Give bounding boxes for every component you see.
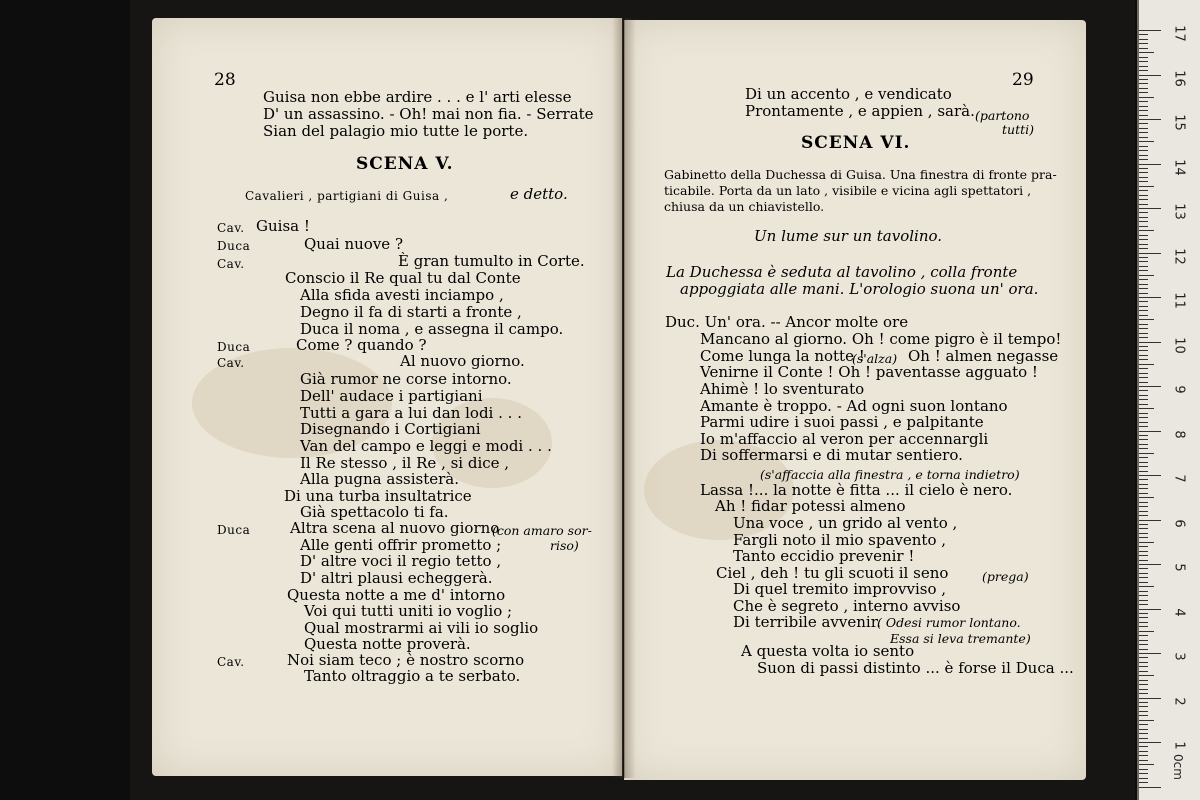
dialogue-line: Guisa ! — [256, 217, 310, 235]
ruler-tick — [1139, 408, 1154, 409]
dialogue-line: A questa volta io sento — [741, 642, 915, 660]
ruler-tick — [1139, 212, 1148, 213]
ruler-tick — [1139, 746, 1148, 747]
ruler-tick — [1139, 733, 1148, 734]
dialogue-line: Parmi udire i suoi passi , e palpitante — [700, 413, 984, 431]
dialogue-line: Una voce , un grido al vento , — [733, 514, 958, 532]
ruler-tick — [1139, 546, 1148, 547]
ruler-tick — [1139, 448, 1148, 449]
dialogue-line: È gran tumulto in Corte. — [398, 252, 585, 270]
ruler-tick — [1139, 413, 1148, 414]
ruler-tick — [1139, 70, 1148, 71]
ruler-tick — [1139, 48, 1148, 49]
book-gutter — [612, 18, 636, 778]
ruler-tick — [1139, 760, 1148, 761]
ruler-tick — [1139, 698, 1161, 699]
ruler-tick — [1139, 577, 1148, 578]
ruler-tick — [1139, 239, 1148, 240]
cast-list: Cavalieri , partigiani di Guisa , — [245, 189, 449, 203]
ruler-tick — [1139, 390, 1148, 391]
ruler-tick — [1139, 787, 1161, 788]
ruler-tick — [1139, 319, 1154, 320]
ruler-tick — [1139, 542, 1154, 543]
ruler-tick — [1139, 288, 1148, 289]
speaker-label: Duca — [217, 340, 251, 354]
ruler-tick — [1139, 586, 1154, 587]
ruler-tick — [1139, 497, 1154, 498]
ruler-tick — [1139, 706, 1148, 707]
ruler-tick — [1139, 257, 1148, 258]
ruler-tick — [1139, 235, 1148, 236]
dialogue-line: Di una turba insultatrice — [284, 487, 472, 505]
ruler-tick — [1139, 524, 1148, 525]
ruler-tick — [1139, 141, 1154, 142]
ruler-tick — [1139, 475, 1161, 476]
ruler-tick — [1139, 101, 1148, 102]
ruler-tick — [1139, 493, 1148, 494]
ruler-tick — [1139, 333, 1148, 334]
text-line: Guisa non ebbe ardire . . . e l' arti elesse — [263, 88, 572, 106]
ruler-tick — [1139, 226, 1148, 227]
ruler-tick — [1139, 631, 1154, 632]
ruler-tick — [1139, 435, 1148, 436]
ruler-tick — [1139, 75, 1161, 76]
dialogue-line: Conscio il Re qual tu dal Conte — [285, 269, 521, 287]
measuring-ruler — [1137, 0, 1200, 800]
ruler-tick — [1139, 680, 1148, 681]
action-line: La Duchessa è seduta al tavolino , colla fronte — [666, 263, 1018, 281]
speaker-label: Duca — [217, 523, 251, 537]
ruler-tick — [1139, 626, 1148, 627]
ruler-tick — [1139, 79, 1148, 80]
ruler-tick — [1139, 115, 1148, 116]
ruler-tick — [1139, 301, 1148, 302]
ruler-tick — [1139, 600, 1148, 601]
ruler-tick — [1139, 782, 1148, 783]
ruler-tick — [1139, 373, 1148, 374]
ruler-tick — [1139, 551, 1148, 552]
ruler-tick — [1139, 702, 1148, 703]
ruler-tick — [1139, 560, 1148, 561]
ruler-tick — [1139, 106, 1148, 107]
ruler-tick — [1139, 382, 1148, 383]
action-line: appoggiata alle mani. L'orologio suona un' ora. — [680, 280, 1039, 298]
ruler-tick — [1139, 261, 1148, 262]
ruler-number: 17 — [1171, 25, 1187, 42]
ruler-tick — [1139, 137, 1148, 138]
ruler-tick — [1139, 769, 1148, 770]
text-line: Prontamente , e appien , sarà. — [745, 102, 975, 120]
ruler-tick — [1139, 284, 1148, 285]
dialogue-line: Fargli noto il mio spavento , — [733, 531, 947, 549]
stage-direction: (partono — [975, 108, 1030, 123]
ruler-tick — [1139, 453, 1154, 454]
dialogue-line: Alla pugna assisterà. — [300, 470, 459, 488]
dialogue-line: Degno il fa di starti a fronte , — [300, 303, 522, 321]
dialogue-line: Già rumor ne corse intorno. — [300, 370, 512, 388]
ruler-tick — [1139, 462, 1148, 463]
dialogue-line: Tanto oltraggio a te serbato. — [304, 667, 521, 685]
ruler-tick — [1139, 52, 1154, 53]
ruler-tick — [1139, 30, 1161, 31]
dialogue-line: Ahimè ! lo sventurato — [700, 380, 865, 398]
ruler-tick — [1139, 204, 1148, 205]
ruler-tick — [1139, 297, 1161, 298]
ruler-tick — [1139, 742, 1161, 743]
ruler-tick — [1139, 92, 1148, 93]
ruler-tick — [1139, 342, 1161, 343]
ruler-number: 15 — [1171, 114, 1187, 131]
stage-direction: ( Odesi rumor lontano. — [877, 615, 1021, 630]
ruler-tick — [1139, 466, 1148, 467]
ruler-tick — [1139, 715, 1148, 716]
ruler-tick — [1139, 528, 1148, 529]
ruler-tick — [1139, 315, 1148, 316]
ruler-tick — [1139, 110, 1148, 111]
ruler-tick — [1139, 555, 1148, 556]
dialogue-line: Ah ! fidar potessi almeno — [715, 497, 906, 515]
stage-direction: (s'alza) — [852, 351, 898, 366]
ruler-tick — [1139, 199, 1148, 200]
ruler-tick — [1139, 146, 1148, 147]
ruler-tick — [1139, 150, 1148, 151]
ruler-tick — [1139, 751, 1148, 752]
stage-direction: Essa si leva tremante) — [890, 631, 1031, 646]
ruler-number: 9 — [1171, 385, 1187, 394]
setting-line: ticabile. Porta da un lato , visibile e vicina agli spettatori , — [664, 183, 1032, 198]
dialogue-line: Dell' audace i partigiani — [300, 387, 483, 405]
dialogue-line: Duc. Un' ora. -- Ancor molte ore — [665, 313, 909, 331]
dialogue-line: Come lunga la notte ! — [700, 347, 865, 365]
setting-line: Gabinetto della Duchessa di Guisa. Una finestra di fronte pra- — [664, 167, 1057, 182]
ruler-number: 8 — [1171, 429, 1187, 439]
dialogue-line: Alla sfida avesti inciampo , — [300, 286, 504, 304]
ruler-tick — [1139, 640, 1148, 641]
ruler-number: 11 — [1171, 292, 1187, 309]
ruler-tick — [1139, 644, 1148, 645]
ruler-tick — [1139, 729, 1148, 730]
ruler-tick — [1139, 622, 1148, 623]
ruler-tick — [1139, 591, 1148, 592]
ruler-tick — [1139, 520, 1161, 521]
dialogue-line: Ciel , deh ! tu gli scuoti il seno — [716, 564, 949, 582]
dialogue-line: Mancano al giorno. Oh ! come pigro è il tempo! — [700, 330, 1062, 348]
ruler-tick — [1139, 61, 1148, 62]
dialogue-line: Altra scena al nuovo giorno — [290, 519, 500, 537]
ruler-tick — [1139, 671, 1148, 672]
ruler-tick — [1139, 244, 1148, 245]
ruler-tick — [1139, 275, 1154, 276]
ruler-tick — [1139, 573, 1148, 574]
ruler-tick — [1139, 324, 1148, 325]
ruler-tick — [1139, 181, 1148, 182]
page-number-right: 29 — [1012, 70, 1034, 90]
ruler-tick — [1139, 635, 1148, 636]
speaker-label: Cav. — [217, 655, 245, 669]
ruler-number: 7 — [1171, 474, 1187, 483]
text-line: D' un assassino. - Oh! mai non fia. - Serrate — [263, 105, 594, 123]
ruler-tick — [1139, 266, 1148, 267]
ruler-number: 14 — [1171, 158, 1187, 176]
dialogue-line: Voi qui tutti uniti io voglio ; — [304, 602, 513, 620]
speaker-label: Cav. — [217, 356, 245, 370]
ruler-tick — [1139, 164, 1161, 165]
ruler-tick — [1139, 399, 1148, 400]
ruler-number: 12 — [1171, 247, 1187, 265]
ruler-tick — [1139, 604, 1148, 605]
dialogue-line: Oh ! almen negasse — [908, 347, 1059, 365]
ruler-tick — [1139, 582, 1148, 583]
ruler-tick — [1139, 248, 1148, 249]
dialogue-line: Di soffermarsi e di mutar sentiero. — [700, 446, 963, 464]
dialogue-line: Già spettacolo ti fa. — [300, 503, 449, 521]
ruler-tick — [1139, 568, 1148, 569]
ruler-tick — [1139, 426, 1148, 427]
ruler-tick — [1139, 537, 1148, 538]
ruler-tick — [1139, 279, 1148, 280]
ruler-tick — [1139, 123, 1148, 124]
dialogue-line: Di quel tremito improvviso , — [733, 580, 947, 598]
ruler-tick — [1139, 217, 1148, 218]
ruler-number: 4 — [1171, 607, 1187, 617]
ruler-tick — [1139, 649, 1148, 650]
ruler-tick — [1139, 764, 1154, 765]
ruler-tick — [1139, 693, 1148, 694]
dialogue-line: Questa notte proverà. — [304, 635, 471, 653]
stage-direction: (s'affaccia alla finestra , e torna indietro) — [760, 467, 1020, 482]
ruler-tick — [1139, 346, 1148, 347]
stage-direction: (con amaro sor- — [492, 523, 592, 538]
ruler-tick — [1139, 97, 1154, 98]
ruler-tick — [1139, 368, 1148, 369]
ruler-tick — [1139, 186, 1154, 187]
ruler-tick — [1139, 168, 1148, 169]
dialogue-line: D' altri plausi echeggerà. — [300, 569, 493, 587]
ruler-tick — [1139, 675, 1154, 676]
ruler-tick — [1139, 609, 1161, 610]
ruler-tick — [1139, 711, 1148, 712]
ruler-tick — [1139, 431, 1161, 432]
ruler-tick — [1139, 666, 1148, 667]
ruler-tick — [1139, 444, 1148, 445]
cast-list-italic: e detto. — [510, 185, 568, 203]
ruler-number: 13 — [1171, 203, 1187, 220]
stage-direction: (prega) — [982, 569, 1029, 584]
speaker-label: Duca — [217, 239, 251, 253]
ruler-tick — [1139, 511, 1148, 512]
ruler-tick — [1139, 564, 1161, 565]
ruler-tick — [1139, 43, 1148, 44]
ruler-tick — [1139, 328, 1148, 329]
ruler-tick — [1139, 172, 1148, 173]
ruler-tick — [1139, 484, 1148, 485]
dialogue-line: Il Re stesso , il Re , si dice , — [300, 454, 510, 472]
dialogue-line: D' altre voci il regio tetto , — [300, 552, 502, 570]
setting-line: chiusa da un chiavistello. — [664, 199, 825, 214]
ruler-tick — [1139, 488, 1148, 489]
dialogue-line: Amante è troppo. - Ad ogni suon lontano — [700, 397, 1008, 415]
ruler-number: 16 — [1171, 69, 1187, 87]
ruler-tick — [1139, 39, 1148, 40]
ruler-tick — [1139, 57, 1148, 58]
ruler-tick — [1139, 355, 1148, 356]
ruler-tick — [1139, 773, 1148, 774]
ruler-number: 1 — [1171, 741, 1187, 750]
ruler-tick — [1139, 34, 1148, 35]
ruler-tick — [1139, 270, 1148, 271]
dialogue-line: Suon di passi distinto ... è forse il Duca ... — [757, 659, 1074, 677]
ruler-tick — [1139, 159, 1148, 160]
ruler-tick — [1139, 177, 1148, 178]
ruler-tick — [1139, 417, 1148, 418]
ruler-tick — [1139, 533, 1148, 534]
ruler-number: 2 — [1171, 696, 1187, 706]
ruler-tick — [1139, 515, 1148, 516]
ruler-tick — [1139, 230, 1154, 231]
ruler-tick — [1139, 119, 1161, 120]
ruler-tick — [1139, 310, 1148, 311]
ruler-tick — [1139, 88, 1148, 89]
ruler-tick — [1139, 502, 1148, 503]
dialogue-line: Al nuovo giorno. — [400, 352, 525, 370]
dialogue-line: Venirne il Conte ! Oh ! paventasse agguato ! — [700, 363, 1038, 381]
ruler-tick — [1139, 128, 1148, 129]
ruler-tick — [1139, 595, 1148, 596]
dialogue-line: Qual mostrarmi ai vili io soglio — [304, 619, 539, 637]
ruler-tick — [1139, 350, 1148, 351]
ruler-tick — [1139, 195, 1148, 196]
stage-direction: riso) — [550, 538, 579, 553]
speaker-label: Cav. — [217, 221, 245, 235]
dialogue-line: Tutti a gara a lui dan lodi . . . — [300, 404, 522, 422]
dialogue-line: Questa notte a me d' intorno — [287, 586, 506, 604]
ruler-tick — [1139, 778, 1148, 779]
ruler-tick — [1139, 208, 1161, 209]
page-number-left: 28 — [214, 70, 236, 90]
ruler-tick — [1139, 439, 1148, 440]
dialogue-line: Noi siam teco ; è nostro scorno — [287, 651, 525, 669]
props-line: Un lume sur un tavolino. — [754, 227, 943, 245]
ruler-number: 5 — [1171, 563, 1187, 572]
ruler-tick — [1139, 422, 1148, 423]
dialogue-line: Lassa !... la notte è fitta ... il cielo è nero. — [700, 481, 1013, 499]
ruler-tick — [1139, 457, 1148, 458]
ruler-tick — [1139, 404, 1148, 405]
dialogue-line: Io m'affaccio al veron per accennargli — [700, 430, 989, 448]
ruler-tick — [1139, 306, 1148, 307]
dialogue-line: Tanto eccidio prevenir ! — [733, 547, 915, 565]
ruler-tick — [1139, 359, 1148, 360]
ruler-tick — [1139, 337, 1148, 338]
stage-direction: tutti) — [1002, 122, 1034, 137]
ruler-tick — [1139, 132, 1148, 133]
ruler-tick — [1139, 689, 1148, 690]
ruler-tick — [1139, 155, 1148, 156]
ruler-tick — [1139, 662, 1148, 663]
ruler-tick — [1139, 613, 1148, 614]
ruler-tick — [1139, 66, 1148, 67]
ruler-number: 6 — [1171, 518, 1187, 528]
ruler-tick — [1139, 617, 1148, 618]
dialogue-line: Di terribile avvenir. — [733, 613, 881, 631]
scene-title: SCENA VI. — [801, 133, 911, 153]
dialogue-line: Duca il noma , e assegna il campo. — [300, 320, 564, 338]
dialogue-line: Quai nuove ? — [304, 235, 403, 253]
ruler-tick — [1139, 221, 1148, 222]
ruler-tick — [1139, 738, 1148, 739]
ruler-tick — [1139, 755, 1148, 756]
speaker-label: Cav. — [217, 257, 245, 271]
ruler-tick — [1139, 471, 1148, 472]
ruler-tick — [1139, 253, 1161, 254]
dialogue-line: Disegnando i Cortigiani — [300, 420, 481, 438]
ruler-tick — [1139, 506, 1148, 507]
ruler-tick — [1139, 720, 1154, 721]
ruler-tick — [1139, 395, 1148, 396]
ruler-number: 10 — [1171, 336, 1187, 354]
ruler-tick — [1139, 293, 1148, 294]
ruler-number: 3 — [1171, 652, 1187, 661]
ruler-tick — [1139, 386, 1161, 387]
scene-title: SCENA V. — [356, 154, 454, 174]
ruler-tick — [1139, 83, 1148, 84]
dialogue-line: Che è segreto , interno avviso — [733, 597, 961, 615]
ruler-tick — [1139, 653, 1161, 654]
ruler-unit-label: 0cm — [1170, 754, 1185, 780]
text-line: Sian del palagio mio tutte le porte. — [263, 122, 529, 140]
text-line: Di un accento , e vendicato — [745, 85, 952, 103]
ruler-tick — [1139, 190, 1148, 191]
dialogue-line: Van del campo e leggi e modi . . . — [300, 437, 552, 455]
ruler-tick — [1139, 479, 1148, 480]
dialogue-line: Alle genti offrir prometto ; — [300, 536, 502, 554]
ruler-tick — [1139, 377, 1148, 378]
ruler-tick — [1139, 657, 1148, 658]
dialogue-line: Come ? quando ? — [296, 336, 427, 354]
ruler-tick — [1139, 684, 1148, 685]
ruler-tick — [1139, 724, 1148, 725]
ruler-tick — [1139, 364, 1154, 365]
